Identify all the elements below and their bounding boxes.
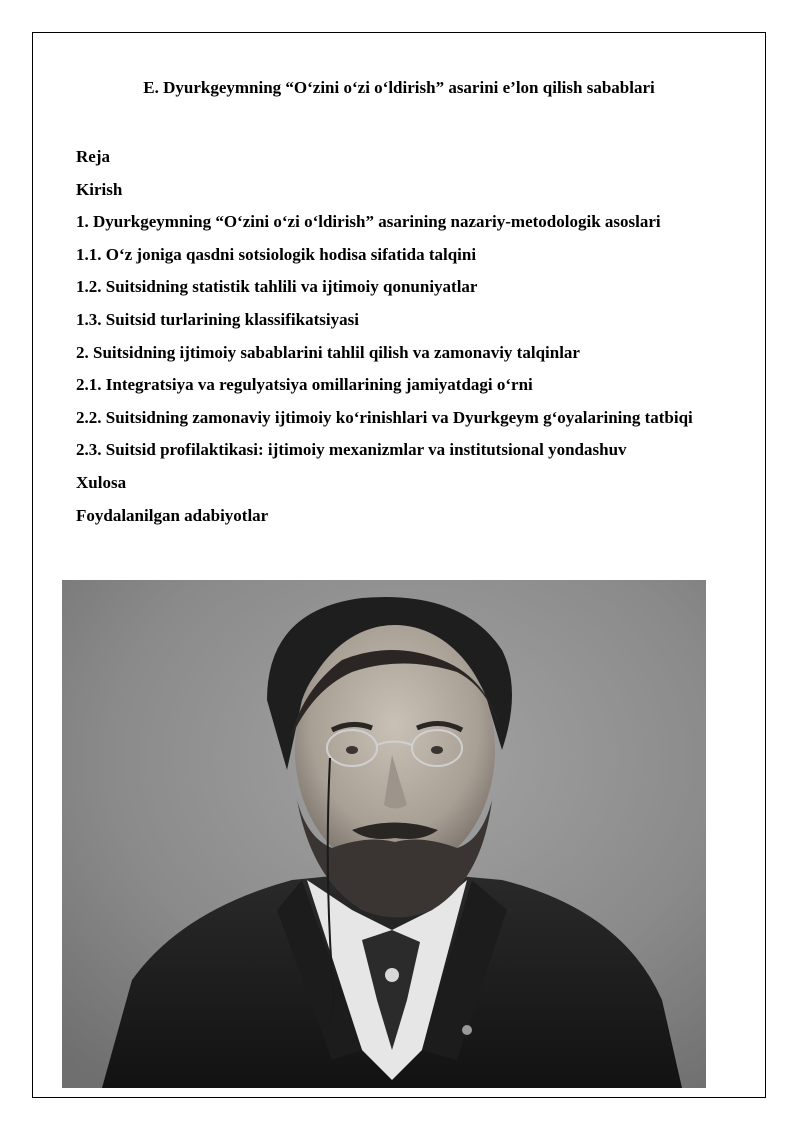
toc-heading: Reja	[76, 147, 110, 166]
toc-item-intro: Kirish	[76, 179, 123, 199]
toc-item-conclusion: Xulosa	[76, 472, 127, 492]
toc-item-section-2-3: 2.3. Suitsid profilaktikasi: ijtimoiy mexanizmlar va institutsional yondashuv	[76, 440, 627, 460]
portrait-photo	[62, 580, 706, 1088]
toc-item-chapter-1: 1. Dyurkgeymning “O‘zini o‘zi o‘ldirish” asarining nazariy-metodologik asoslari	[76, 212, 661, 232]
table-of-contents	[76, 141, 724, 532]
toc-item-section-1-2: 1.2. Suitsidning statistik tahlili va ijtimoiy qonuniyatlar	[76, 277, 478, 297]
toc-item-chapter-2: 2. Suitsidning ijtimoiy sabablarini tahlil qilish va zamonaviy talqinlar	[76, 342, 580, 362]
toc-item-section-2-2: 2.2. Suitsidning zamonaviy ijtimoiy ko‘rinishlari va Dyurkgeym g‘oyalarining tatbiqi	[76, 407, 693, 427]
toc-item-references: Foydalanilgan adabiyotlar	[76, 505, 269, 525]
portrait-photo-icon	[62, 580, 706, 1088]
toc-item-section-2-1: 2.1. Integratsiya va regulyatsiya omillarining jamiyatdagi o‘rni	[76, 375, 533, 395]
toc-item-section-1-1: 1.1. O‘z joniga qasdni sotsiologik hodisa sifatida talqini	[76, 244, 477, 264]
document-title: E. Dyurkgeymning “O‘zini o‘zi o‘ldirish” asarini e’lon qilish sabablari	[143, 78, 655, 97]
toc-item-section-1-3: 1.3. Suitsid turlarining klassifikatsiyasi	[76, 309, 359, 329]
